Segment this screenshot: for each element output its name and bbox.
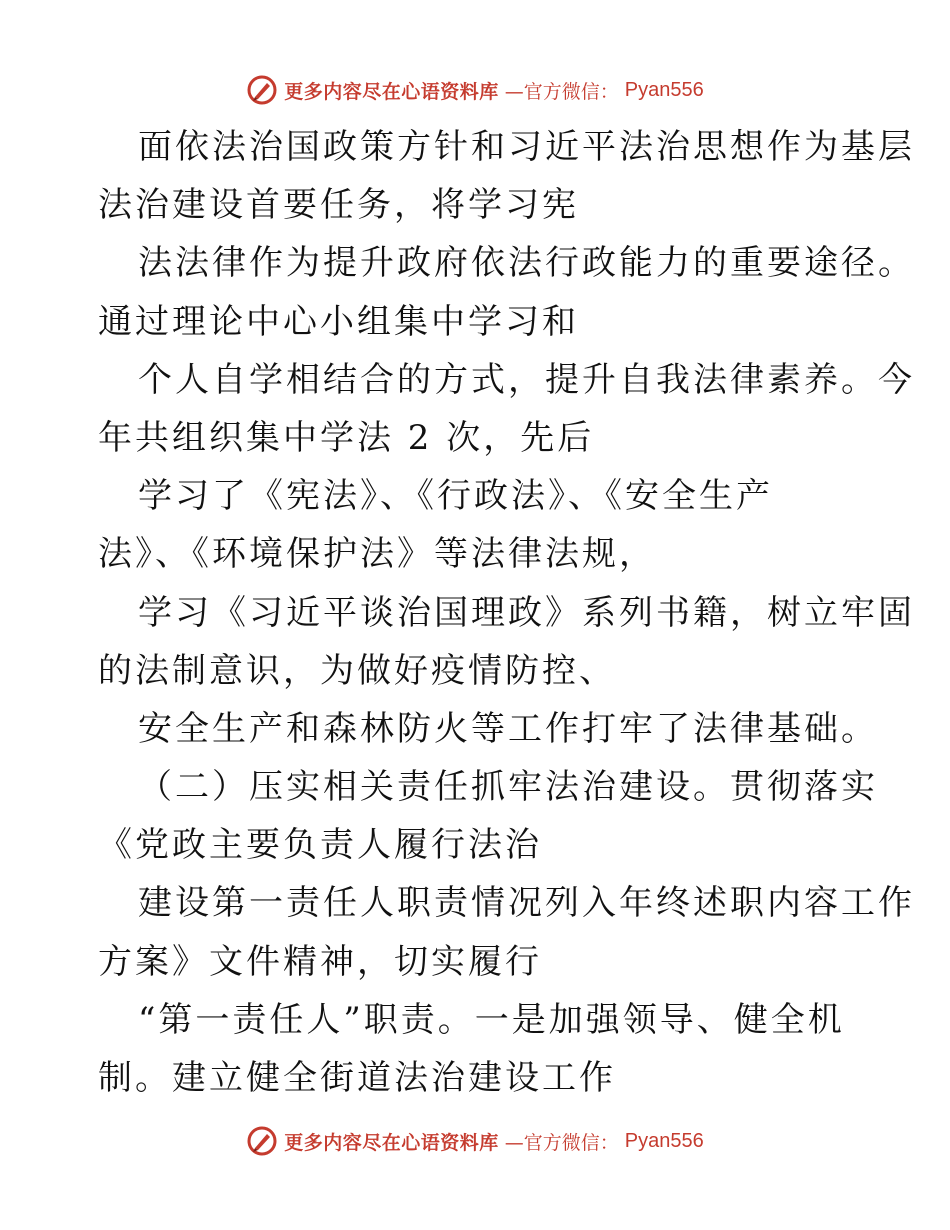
- document-body: [98, 118, 915, 1107]
- body-line: “第一责任人”职责。一是加强领导、健全机: [138, 999, 845, 1040]
- body-line: 年共组织集中学法 2 次，先后: [98, 417, 595, 458]
- watermark-main-text: 更多内容尽在心语资料库: [284, 80, 499, 103]
- watermark-account: Pyan556: [624, 1129, 704, 1152]
- pen-logo-icon: [246, 74, 278, 106]
- watermark-separator: —官方微信：: [504, 1131, 619, 1154]
- body-line: 方案》文件精神，切实履行: [98, 941, 542, 982]
- header-watermark: [0, 70, 950, 110]
- section-heading-line: （二）压实相关责任抓牢法治建设。贯彻落实: [138, 767, 878, 808]
- body-line: 个人自学相结合的方式，提升自我法律素养。今: [138, 359, 915, 400]
- body-line: 法》、《环境保护法》等法律法规，: [98, 534, 656, 575]
- body-line: 制。建立健全街道法治建设工作: [98, 1058, 616, 1098]
- body-line: 通过理论中心小组集中学习和: [98, 301, 579, 342]
- body-line: 学习了《宪法》、《行政法》、《安全生产: [138, 476, 773, 517]
- body-line: 法治建设首要任务，将学习宪: [98, 185, 579, 226]
- body-line: 面依法治国政策方针和习近平法治思想作为基层: [138, 127, 915, 167]
- watermark-main-text: 更多内容尽在心语资料库: [284, 1131, 499, 1154]
- body-line: 学习《习近平谈治国理政》系列书籍，树立牢固: [138, 592, 915, 633]
- pen-logo-icon: [246, 1125, 278, 1157]
- body-line: 安全生产和森林防火等工作打牢了法律基础。: [138, 708, 878, 749]
- body-line: 建设第一责任人职责情况列入年终述职内容工作: [138, 883, 915, 924]
- watermark-account: Pyan556: [624, 78, 704, 101]
- body-line: 《党政主要负责人履行法治: [98, 825, 542, 866]
- footer-watermark: [0, 1121, 950, 1161]
- watermark-separator: —官方微信：: [504, 80, 619, 103]
- body-line: 法法律作为提升政府依法行政能力的重要途径。: [138, 243, 915, 284]
- body-line: 的法制意识，为做好疫情防控、: [98, 650, 616, 691]
